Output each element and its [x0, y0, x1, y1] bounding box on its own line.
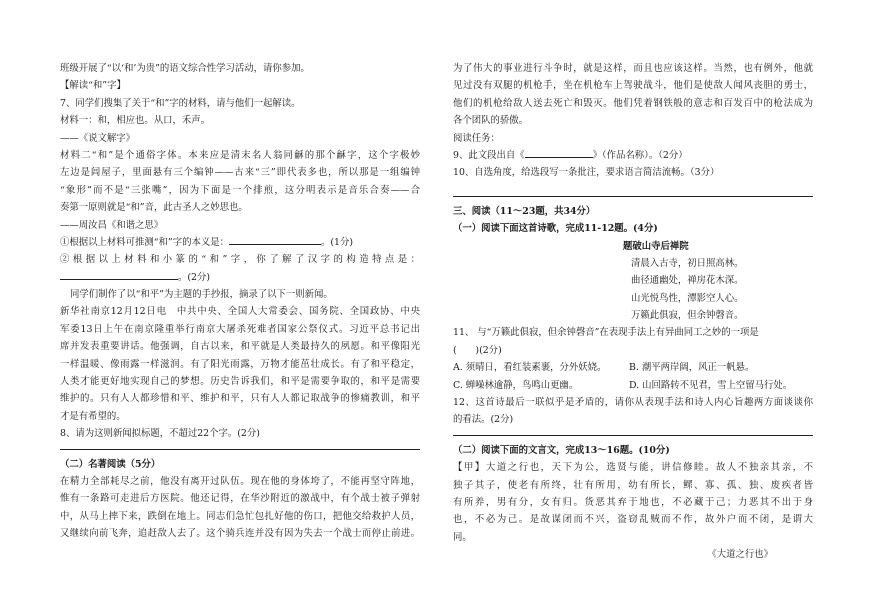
- reading-task-label: 阅读任务：: [453, 132, 500, 144]
- poem-line: 清晨入古寺，初日照高林。: [631, 257, 744, 269]
- news-line: 维护的。只有人人都珍惜和平、维护和平，只有人人都记取战争的惨痛教训，和平: [60, 393, 420, 405]
- news-line: 人类才能更好地实现自己的梦想。历史告诉我们，和平是需要争取的，和平是需要: [60, 376, 420, 388]
- classical-text-line: 同。: [453, 531, 472, 543]
- classics-line: 惟有一条路可走进后方医院。他还记得，在华沙附近的激战中，有个战士被子弹射: [60, 493, 420, 505]
- news-line: 新华社南京12月12日电 中共中央、全国人大常委会、国务院、全国政协、中央: [60, 306, 420, 318]
- intro-text: 班级开展了“以‘和’为贵”的语文综合性学习活动，请你参加。: [60, 63, 310, 74]
- classical-text-line: 也，不必为己。是故谋闭而不兴，盗窃乱贼而不作，故外户而不闭，是谓大: [453, 514, 813, 526]
- question-7-1: [60, 234, 420, 251]
- answer-line[interactable]: [60, 449, 420, 450]
- material-2-line: 左边是闾屋子，里面悬有三个编钟——古来“三”即代表多也，所以那是一组编钟: [60, 167, 420, 179]
- answer-line[interactable]: [453, 196, 813, 197]
- section-classics-heading: （二）名著阅读（5分）: [60, 458, 161, 470]
- right-column: [453, 60, 813, 564]
- question-7-2-score: 。(2分): [178, 271, 211, 283]
- section-3-1-heading: （一）阅读下面这首诗歌，完成11-12题。(4分): [453, 223, 658, 235]
- classics-cont-line: 各个团队的骄傲。: [453, 115, 529, 127]
- question-11: 11、 与“万籁此俱寂，但余钟磬音”在表现手法上有异曲同工之妙的一项是: [453, 327, 759, 339]
- news-intro: 同学们制作了以“和平”为主题的手抄报，摘录了以下一则新闻。: [70, 289, 333, 301]
- classics-line: 中，从马上摔下来，跌倒在地上。同志们急忙包扎好他的伤口，把他交给救护人员，: [60, 510, 420, 522]
- poem-line: 万籁此俱寂，但余钟磬音。: [631, 310, 744, 322]
- classical-text-source: 《大道之行也》: [707, 549, 773, 561]
- question-12-cont: 的看法。(2分): [453, 414, 514, 426]
- option-c: C. 蝉噪林逾静，鸟鸣山更幽。: [453, 379, 579, 391]
- news-line: 军委13日上午在南京隆重举行南京大屠杀死难者国家公祭仪式。习近平总书记出: [60, 323, 420, 335]
- classics-cont-line: 为了伟大的事业进行斗争时，就是这样，而且也应该这样。当然，也有例外，他就: [453, 63, 813, 74]
- question-9: [453, 147, 813, 164]
- question-9-text: 9、此文段出自《: [453, 149, 525, 161]
- news-line: 席并发表重要讲话。他强调，自古以来，和平就是人类最持久的夙愿。和平像阳光: [60, 341, 420, 353]
- classics-line: 又继续向前飞奔，追赶敌人去了。这个骑兵连并没有因为失去一个战士而停止前进。: [60, 528, 420, 540]
- news-line: 才是有希望的。: [60, 410, 126, 422]
- classical-text-line: 有所养，男有分，女有归。货恶其弃于地也，不必藏于己；力恶其不出于身: [453, 496, 813, 508]
- options-row: [453, 377, 813, 394]
- material-2-line: 材料二“和”是个通俗字体。本来应是清末名人翁同龢的那个龢字，这个字极妙: [60, 149, 420, 161]
- question-7-1-text: ①根据以上材料可推测“和”字的本义是：: [60, 236, 229, 248]
- section-3-heading: 三、阅读（11～23题，共34分）: [453, 205, 596, 217]
- material-1-source: ——《说文解字》: [60, 132, 136, 144]
- question-9-score: 》（作品名称）。（2分）: [592, 149, 688, 161]
- option-a: A. 须晴日，看红装素裹，分外妖娆。: [453, 362, 607, 374]
- question-11-bracket: ( )(2分): [453, 344, 502, 356]
- question-7-2: ②根据以上材料和小篆的“和”字，你了解了汉字的构造特点是：: [60, 254, 420, 266]
- question-7-2-answer: [60, 269, 420, 286]
- section-decode-heading: 【解读“和”字】: [60, 80, 126, 92]
- classical-text-line: 【甲】大道之行也，天下为公，选贤与能，讲信修睦。故人不独亲其亲，不: [453, 462, 813, 474]
- poem-title: 题破山寺后禅院: [623, 240, 689, 252]
- answer-blank[interactable]: [60, 270, 178, 280]
- classics-line: 在精力全部耗尽之前，他没有离开过队伍。现在他的身体垮了，不能再坚守阵地，: [60, 475, 420, 487]
- classical-text-line: 独子其子，使老有所终，壮有所用，幼有所长，鳏、寡、孤、独、废疾者皆: [453, 479, 813, 491]
- question-10: 10、自选角度，给选段写一条批注，要求语言简洁流畅。（3分）: [453, 167, 720, 179]
- answer-blank[interactable]: [525, 148, 593, 158]
- question-12: 12、这首诗最后一联似乎是矛盾的，请你从表现手法和诗人内心旨趣两方面谈谈你: [453, 397, 813, 409]
- options-row: [453, 359, 813, 376]
- section-3-2-heading: （二）阅读下面的文言文，完成13～16题。(10分): [453, 444, 670, 456]
- option-b: B. 潮平两岸阔，风正一帆悬。: [629, 362, 755, 374]
- option-d: D. 山回路转不见君，雪上空留马行处。: [629, 379, 793, 391]
- material-2-line: “象形”而不是“三张嘴”，因为下面是一个排煎，这分明表示是音乐合奏——合: [60, 184, 420, 196]
- classics-cont-line: 他们的机枪给敌人送去死亡和毁灭。他们凭着钢铁般的意志和百发百中的枪法成为: [453, 97, 813, 109]
- classics-cont-line: 见过没有双腿的机枪手，坐在机枪车上驾驶战斗，他们是使敌人闻风丧胆的勇士，: [453, 80, 813, 92]
- material-1: 材料一：和，相应也。从口，禾声。: [60, 115, 211, 127]
- left-column: [60, 60, 420, 543]
- poem-line: 山光悦鸟性，潭影空人心。: [631, 292, 744, 304]
- poem-line: 曲径通幽处，禅房花木深。: [631, 275, 744, 287]
- material-2-source: ——周汝昌《和谐之思》: [60, 219, 164, 231]
- answer-line[interactable]: [453, 435, 813, 436]
- news-line: 一样温暖、像雨露一样滋润。有了阳光雨露，万物才能茁壮成长。有了和平稳定，: [60, 358, 420, 370]
- question-8: 8、请为这则新闻拟标题，不超过22个字。(2分): [60, 428, 260, 440]
- material-2-line: 奏第一原则就是“和”音，此古圣人之妙思也。: [60, 202, 248, 214]
- question-7: 7、同学们搜集了关于“和”字的材料，请与他们一起解读。: [60, 97, 301, 109]
- question-7-1-score: 。(1分): [320, 236, 353, 248]
- answer-blank[interactable]: [229, 235, 321, 245]
